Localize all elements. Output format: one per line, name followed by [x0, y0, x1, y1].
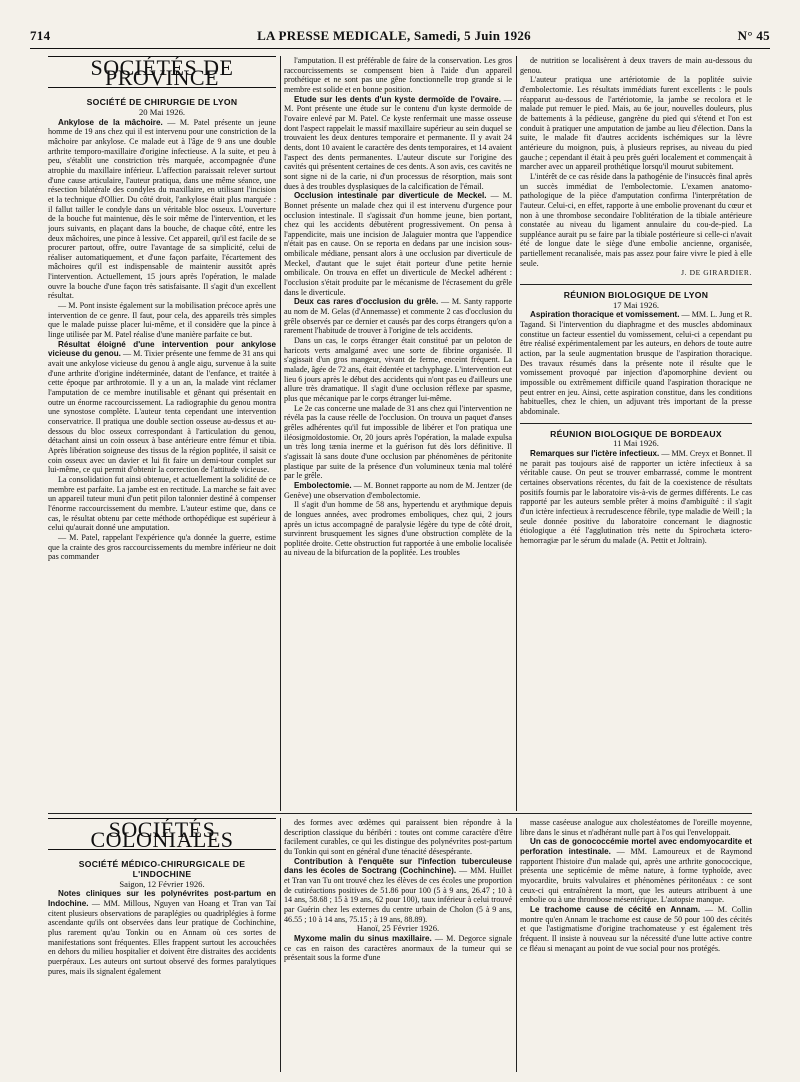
divider: [520, 423, 752, 424]
paragraph-text: — M. Pont présente une étude sur le contenu d'un kyste dermoïde de l'ovaire enlevé par M. Patel. Ce kyste renfermait une masse osseuse dont l'aspect rappelait le massif maxillaire supérieur au sein duquel se trouvaient les deux dentures temporaire et permanente. Il y avait 24 dents, dont 10 avaient le caractère des dents temporaires, et 14 avaient l'aspect des dents permanentes. L'auteur discute sur l'origine des cavités qui présentent certaines de ces dents. A son avis, ces cavités ne sont signe ni de la carie, ni d'un processus de résorption, mais sont dues à des troubles dysplasiques de la calcification de l'émail.: [284, 94, 512, 191]
session-date: 20 Mai 1926.: [138, 106, 186, 117]
column-divider: [280, 56, 281, 811]
paragraph-text: de nutrition se localisèrent à deux travers de main au-dessous du genou.: [520, 56, 752, 75]
paragraph-text: — M. Pont insiste également sur la mobilisation précoce après une intervention de ce genre. Il faut, pour cela, des appareils très simples que le malade puisse placer lui-même, et il considère que la pince à linge utilisée par M. Patel réalise d'une manière parfaite ce but.: [48, 301, 276, 340]
paragraph-text: — M. Degorce signale ce cas en raison des caractères anormaux de la tumeur qui se présentait sous la forme d'une: [284, 933, 512, 963]
paragraph: [284, 297, 512, 336]
article-heading: Notes cliniques sur les polynévrites post-partum en Indochine.: [48, 889, 276, 908]
paragraph-text: — M. Bonnet rapporte au nom de M. Jentzer (de Genève) une observation d'embolectomie.: [284, 480, 512, 500]
column-divider: [516, 818, 517, 1072]
paragraph-text: — MM. Lamoureux et de Raymond rapportent l'histoire d'un malade qui, après une arthrite gonococcique, présenta une septicémie de même nature, à forme typhoïde, avec myocardite, bruits valvulaires et phénomènes péritonéaux : ce sont ceux-ci qui entraînèrent la mort, que les auteurs attribuent à une embolie ou à une thrombose mésentérique. L'autopsie manque.: [520, 846, 752, 905]
article-heading: Occlusion intestinale par diverticule de Meckel.: [294, 191, 487, 201]
session-date: 17 Mai 1926.: [612, 299, 660, 310]
article-heading: Etude sur les dents d'un kyste dermoïde de l'ovaire.: [294, 94, 501, 104]
journal-title: LA PRESSE MEDICALE, Samedi, 5 Juin 1926: [257, 28, 531, 43]
paragraph-text: — MM. Creyx et Bonnet. Il ne parait pas toujours aisé de rapporter un ictère infectieux à sa véritable cause. On peut se trouver embarrassé, comme le montrent certaines observations récentes, du fait de la coexistence de résultats positifs fournis par le laboratoire vis-à-vis de germes différents. Le cas rapporté par les auteurs semble prêter à moins d'ambiguïté : il s'agit d'un ictère infectieux à recrudescence fébrile, type maladie de Weill ; la seule donnée positive du laboratoire concernant le diagnostic étiologique a été l'agglutination très nette du Spirochæta ictero-hemorragiæ par le sérum du malade (A. Pettit et Joltrain).: [520, 448, 752, 545]
paragraph: [520, 75, 752, 172]
section-title: SOCIÉTÉS COLONIALES: [48, 818, 276, 850]
article-heading: Contribution à l'enquête sur l'infection tuberculeuse dans les écoles de Soctrang (Cochinchine).: [284, 856, 512, 876]
column-divider: [280, 818, 281, 1072]
paragraph: [284, 500, 512, 558]
paragraph-text: l'amputation. Il est préférable de faire de la conservation. Les gros raccourcissements se compensent bien à l'aide d'un appareil prothétique et ne sont pas une gêne fonctionnelle trop grande si le membre est solide et en bonne position.: [284, 56, 512, 94]
paragraph-text: Dans un cas, le corps étranger était constitué par un peloton de haricots verts amalgamé avec une sorte de fibrine organisée. Il s'agissait d'un gros mangeur, vivant de ferme, enceint fréquent. La malade, âgée de 72 ans, était édentée et tachyphage. L'intervention eut lieu 6 jours après le début des accidents qui n'ont pas eu d'ailleurs une allure très dramatique. Il s'agit d'une occlusion réflexe par spasme, plus que mécanique par le corps étranger lui-même.: [284, 336, 512, 403]
article-heading: Aspiration thoracique et vomissement.: [530, 310, 680, 320]
paragraph: [520, 449, 752, 546]
article-heading: Deux cas rares d'occlusion du grêle.: [294, 297, 439, 307]
article-heading: Ankylose de la mâchoire.: [58, 117, 163, 127]
society-heading: SOCIÉTÉ MÉDICO-CHIRURGICALE DE L'INDOCHINE: [78, 859, 246, 879]
column-divider: [516, 56, 517, 811]
paragraph: [520, 172, 752, 269]
article-heading: Le trachome cause de cécité en Annam.: [530, 904, 701, 914]
issue-number: N° 45: [737, 28, 770, 43]
paragraph: [284, 404, 512, 481]
paragraph-text: Le 2e cas concerne une malade de 31 ans chez qui l'intervention ne révéla pas la cause réelle de l'occlusion. On trouva un paquet d'anses grêles adhérentes qu'il fut impossible de libérer et l'on pratiqua une iléosigmoïdostomie. Or, 20 jours après l'opération, la malade expulsa un très long tænia inerme et la guérison fut dès lors définitive. Il s'agissait là sans doute d'une occlusion par phénomènes de péritonite plastique par suite de la présence d'un volumineux tænia mal toléré par le grêle.: [284, 403, 512, 481]
session-date: 11 Mai 1926.: [613, 438, 659, 449]
paragraph: [520, 818, 752, 837]
paragraph-text: — MM. Huillet et Tran van Tu ont trouvé chez les élèves de ces écoles une proportion de cutiréactions positives de 51.86 pour 100 (5 à 9 ans, 26.47 ; 10 à 14 ans, 58.68 ; 15 à 19 ans, 62 pour 100), taux inférieur à celui trouvé par Guérin chez les externes du centre urbain de Cholon (5 à 9 ans, 46.55 ; 10 à 14 ans, 75.15 ; à 19 ans, 88.89).: [284, 866, 512, 924]
paragraph-text: — M. Tixier présente une femme de 31 ans qui avait une ankylose vicieuse du genou à angle aigu, survenue à la suite d'une arthrite d'origine indéterminée, datant de l'enfance, et traitée à cette époque par arthrotomie. Il y a un an, la malade vint réclamer l'amputation de ce membre inutilisable et gênant qui présentait en outre un énorme raccourcissement. La radiographie du genou montra une synostose complète. L'auteur tenta cependant une intervention conservatrice. Il pratiqua une double section osseuse au-dessus et au-dessous du bloc osseux correspondant à l'articulation du genou, détachant ainsi un coin osseux à base antérieure entre fémur et tibia. Après libération soigneuse des tissus de la région poplitée, il saisit ce coin osseux avec un davier et lui fit faire un demi-tour complet sur lui-même, ce qui permit d'obtenir la correction de l'attitude vicieuse.: [48, 349, 276, 475]
paragraph: [48, 533, 276, 562]
bottom-column-1: [48, 818, 276, 1072]
article-heading: Un cas de gonococcémie mortel avec endomyocardite et perforation intestinale.: [520, 837, 752, 856]
divider: [520, 284, 752, 285]
author-signature: J. DE GIRARDIER.: [681, 268, 752, 278]
society-heading: SOCIÉTÉ DE CHIRURGIE DE LYON: [86, 97, 238, 108]
top-column-3: [520, 56, 752, 809]
session-date: Saigon, 12 Février 1926.: [119, 878, 205, 889]
paragraph-text: — MM. Millous, Nguyen van Hoang et Tran van Taï citent plusieurs observations de paraplégies ou quadriplégies à forme ascendante qu'ils ont observées dans leur pratique de Cochinchine, plus rarement qu'au Tonkin ou en Annam où ces sortes de manifestations sont fréquentes. Elles frappent surtout les accouchées en dehors du milieu hospitalier et doivent être distraites des accidents puerpéraux. Les auteurs ont surtout observé des formes paralytiques pures, mais ils signalent également: [48, 898, 276, 976]
paragraph-text: — MM. L. Jung et R. Tagand. Si l'intervention du diaphragme et des muscles abdominaux constitue un facteur essentiel du vomissement, celui-ci a cependant pu être réalisé expérimentalement par les auteurs, en dehors de toute autre action, par la seule augmentation brusque de l'aspiration thoracique. Des travaux résumés dans la présente note il résulte que le vomissement provoqué par injection d'apomorphine devient ou impossible ou extrêmement difficile quand l'aspiration thoracique ne peut entrer en jeu. Ainsi, cette aspiration constitue, dans les conditions habituelles, chez le chien, un adjuvant très important de la presse abdominale.: [520, 310, 752, 416]
paragraph-text: des formes avec œdèmes qui paraissent bien répondre à la description classique du béribéri : toutes ont comme caractère d'être facilement curables, ce qui les distingue des polynévrites post-partum du Tonkin qui sont en général d'une ténacité désespérante.: [284, 818, 512, 856]
paragraph: [520, 837, 752, 905]
top-column-1: [48, 56, 276, 809]
paragraph: [284, 336, 512, 404]
paragraph: [48, 889, 276, 976]
paragraph: [520, 905, 752, 953]
paragraph: [48, 118, 276, 301]
article-heading: Myxome malin du sinus maxillaire.: [294, 933, 432, 943]
paragraph: [284, 857, 512, 925]
paragraph-text: L'auteur pratiqua une artériotomie de la poplitée suivie d'embolectomie. Les résultats immédiats furent excellents : le pouls réapparut au-dessous de l'artériotomie, la jambe se recolora et le malade put remuer le pied. Mais, au 6e jour, nouvelles douleurs, plus de battements à la pédieuse, gangrène du pied qui s'étend et l'on est conduit à pratiquer une amputation de jambe au lieu d'élection. Dans la suite, le malade fit d'autres accidents ischémiques sur la lèvre antérieure du moignon, puis, à plusieurs reprises, au niveau du pied gauche ; cependant il était à peu près guéri localement et commençait à marcher avec un appareil prothétique lorsqu'il mourut subitement.: [520, 75, 752, 172]
header-rule: [30, 48, 770, 49]
bottom-column-3: [520, 818, 752, 1072]
society-heading: RÉUNION BIOLOGIQUE DE LYON: [563, 290, 709, 301]
article-heading: Embolectomie.: [294, 480, 352, 490]
paragraph-text: masse caséeuse analogue aux cholestéatomes de l'oreille moyenne, libre dans le sinus et n'adhérant nulle part à l'os qui l'enveloppait.: [520, 818, 752, 837]
paragraph-text: — M. Bonnet présente un malade chez qui il est intervenu d'urgence pour occlusion intestinale. Il s'agissait d'un homme jeune, bien portant, chez qui les accidents débutèrent progressivement. On pensa à l'appendicite, mais une incision de Jalaguier montra que l'appendice n'était pas en cause. On se reporta en dedans par une incision sous-ombilicale médiane, pensant alors à une occlusion par diverticule de Meckel, d'autant que le sujet était porteur d'une petite hernie ombilicale. On trouva en effet un diverticule de Meckel adhérent : l'occlusion s'était produite par le mécanisme de l'écrasement du grêle dans le diverticule.: [284, 191, 512, 297]
paragraph: [48, 340, 276, 475]
session-date: Hanoï, 25 Février 1926.: [356, 923, 440, 934]
paragraph-text: — M. Patel, rappelant l'expérience qu'a donnée la guerre, estime que la crainte des gros raccourcissements du membre inférieur ne doit pas commander: [48, 532, 276, 562]
paragraph: [284, 56, 512, 95]
society-heading: RÉUNION BIOLOGIQUE DE BORDEAUX: [550, 428, 722, 439]
top-column-2: [284, 56, 512, 809]
section-title: SOCIÉTÉS DE PROVINCE: [48, 56, 276, 88]
bottom-column-2: [284, 818, 512, 1072]
running-header: [30, 27, 770, 45]
paragraph-text: — M. Patel présente un jeune homme de 19 ans chez qui il est intervenu pour une constriction de la mâchoire par ankylose. Ce malade eut à l'âge de 9 ans une double arthrite temporo-maxillaire d'origine infectieuse. A la suite, et peu à peu, s'établit une constriction très marquée, accompagnée d'une atrophie du maxillaire inférieur. L'affection paraissait relever surtout d'une cause articulaire, l'auteur pratiqua, dans une même séance, une résection bilatérale des condyles du maxillaire, en utilisant l'incision et la technique d'Ollier. Du côté droit, l'ankylose était plus marquée : il fallut tailler le condyle dans un véritable bloc osseux. L'ouverture de la bouche fut maintenue, dès le soir même de l'intervention, et les jours suivants, en plaçant dans la bouche, de chaque côté, entre les deux mâchoires, une pince à lessive. Cet appareil, qu'il est facile de se procurer partout, offre, outre l'avantage de sa simplicité, celui de réaliser automatiquement, et d'une façon parfaite, l'écartement des mâchoires qu'il est indispensable de maintenir aussitôt après l'intervention. Actuellement, 15 jours après l'opération, le malade ouvre la bouche d'une façon très satisfaisante. Il s'agit d'un excellent résultat.: [48, 117, 276, 301]
paragraph: [284, 934, 512, 963]
paragraph: [284, 481, 512, 500]
paragraph: [284, 818, 512, 857]
paragraph-text: L'intérêt de ce cas réside dans la pathogénie de l'insuccès final après un succès immédiat de l'embolectomie. L'examen anatomo-pathologique de la pièce d'amputation confirma l'interprétation de l'auteur. Celui-ci, en effet, rapporte à une embolie provenant du cœur et non à une thrombose secondaire l'oblitération de la tibiale antérieure constatée au niveau du ligament annulaire du cou-de-pied. La suppléance aurait pu se faire par la tibiale postérieure si celle-ci n'avait été de longue date le siège d'une embolie ancienne, organisée, partiellement recanalisée, mais pas assez pour faire vivre le pied à elle seule.: [520, 171, 752, 268]
page-number: 714: [30, 28, 51, 43]
paragraph: [48, 301, 276, 340]
article-heading: Résultat éloigné d'une intervention pour ankylose vicieuse du genou.: [48, 339, 276, 359]
paragraph: [284, 95, 512, 192]
paragraph-text: — M. Collin montre qu'en Annam le trachome est cause de 50 pour 100 des cécités et que l'astigmatisme d'origine trachomateuse y est également très fréquent. Il insiste à nouveau sur la nécessité d'une lutte active contre ce fléau si menaçant au point de vue social pour nos protégés.: [520, 904, 752, 953]
paragraph-text: Il s'agit d'un homme de 58 ans, hypertendu et arythmique depuis de longues années, avec prodromes emboliques, chez qui, 2 jours après un ictus accompagné de paralysie légère du type de côté droit, survinrent brusquement les signes d'une obstruction complète de la poplitée droite. Cette obstruction fut rapportée à une embolie localisée au niveau de la bifurcation de la poplitée. Les troubles: [284, 500, 512, 558]
section-divider: [48, 813, 752, 814]
paragraph-text: La consolidation fut ainsi obtenue, et actuellement la solidité de ce membre est parfaite. La jambe est en rectitude. La marche se fait avec un appareil tuteur muni d'un petit pilon talonnier destiné à compenser l'énorme raccourcissement du membre. L'auteur estime que, dans ce cas, le résultat obtenu par cette méthode orthopédique est supérieur à celui qu'aurait donné une amputation.: [48, 474, 276, 533]
paragraph: [284, 191, 512, 297]
article-heading: Remarques sur l'ictère infectieux.: [530, 448, 660, 458]
paragraph: [520, 310, 752, 416]
paragraph-text: — M. Santy rapporte au nom de M. Gelas (d'Annemasse) et commente 2 cas d'occlusion du grêle observés par ce dernier et causés par des corps étrangers qu'on a rarement l'habitude de trouver à l'origine de tels accidents.: [284, 297, 512, 336]
paragraph: [48, 475, 276, 533]
paragraph: [520, 56, 752, 75]
